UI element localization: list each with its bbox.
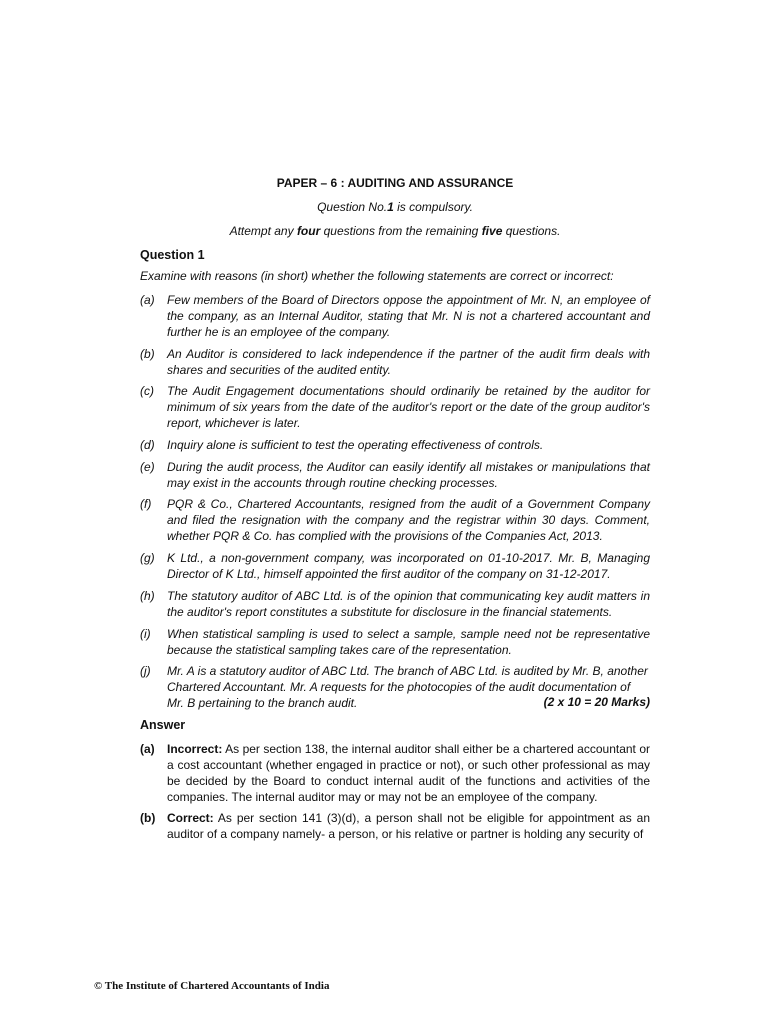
item-text: Incorrect: As per section 138, the internal auditor shall either be a chartered accountant or a cost accountant (whether engaged in practice or not), or such other professional as may be decided by the Board to conduct internal audit of the functions and activities of the companies. The internal auditor may or may not be an employee of the company. <box>167 742 650 804</box>
item-label: (b) <box>140 811 156 825</box>
item-label: (g) <box>140 551 155 565</box>
item-label: (j) <box>140 664 151 678</box>
item-text: K Ltd., a non-government company, was incorporated on 01-10-2017. Mr. B, Managing Director of K Ltd., himself appointed the first auditor of the company on 31-12-2017. <box>167 551 650 581</box>
item-text: PQR & Co., Chartered Accountants, resigned from the audit of a Government Company and filed the resignation with the company and the registrar within 30 days. Comment, whether PQR & Co. has complied with the provisions of the Companies Act, 2013. <box>167 497 650 543</box>
item-label: (f) <box>140 497 152 511</box>
answer-heading: Answer <box>140 718 186 732</box>
verdict-keyword: Incorrect: <box>167 742 223 756</box>
question-heading: Question 1 <box>140 248 205 262</box>
paper-title: PAPER – 6 : AUDITING AND ASSURANCE <box>276 176 514 190</box>
item-text: Correct: As per section 141 (3)(d), a person shall not be eligible for appointment as an auditor of a company namely- a person, or his relative or partner is holding any security of <box>167 811 650 841</box>
verdict-keyword: Correct: <box>167 811 214 825</box>
document-page: PAPER – 6 : AUDITING AND ASSURANCE Question No.1 is compulsory. Attempt any four questions from the remaining five questions. Question 1 Examine with reasons (in short) whether the following statements are correct or incorrect: (a) Few members of the Board of Directors oppose the appointment of Mr. N, an employee of the company, as an Internal Auditor, stating that Mr. N is not a chartered accountant and further he is an employee of the company. (b) An Auditor is considered to lack independence if the partner of the audit firm deals with shares and securities of the audited entity. (c) The Audit Engagement documentations should ordinarily be retained by the auditor for minimum of six years from the date of the auditor's report or the date of the group auditor's report, whichever is later. (d) Inquiry alone is sufficient to test the operating effectiveness of controls. (e) During the audit process, the Auditor can easily identify all mistakes or manipulations that may exist in the accounts through routine checking processes. (f) PQR & Co., Chartered Accountants, resigned from the audit of a Government Company and filed the resignation with the company and the registrar within 30 days. Comment, whether PQR & Co. has complied with the provisions of the Companies Act, 2013. (g) K Ltd., a non-government company, was incorporated on 01-10-2017. Mr. B, Managing Director of K Ltd., himself appointed the first auditor of the company on 31-12-2017. (h) The statutory auditor of ABC Ltd. is of the opinion that communicating key audit matters in the auditor's report constitutes a substitute for disclosure in the financial statements. (i) When statistical sampling is used to select a sample, sample need not be representative because the statistical sampling takes care of the representation. (j) Mr. A is a statutory auditor of ABC Ltd. The branch of ABC Ltd. is audited by Mr. B, another Chartered Accountant. Mr. A requests for the photocopies of the audit documentation of Mr. B pertaining to the branch audit. (2 x 10 = 20 Marks) Answer (a) Incorrect: As per section 138, the internal auditor shall either be a chartered accountant or a cost accountant (whether engaged in practice or not), or such other professional as may be decided by the Board to conduct internal audit of the functions and activities of the companies. The internal auditor may or may not be an employee of the company. (b) Correct: As per section 141 (3)(d), a person shall not be eligible for appointment as an auditor of a company namely- a person, or his relative or partner is holding any security of © The Institute of Chartered Accountants of India <box>94 176 650 992</box>
compulsory-note: Question No.1 is compulsory. <box>317 200 473 214</box>
item-text: When statistical sampling is used to select a sample, sample need not be representative because the statistical sampling takes care of the representation. <box>167 627 650 657</box>
item-text: The Audit Engagement documentations should ordinarily be retained by the auditor for minimum of six years from the date of the auditor's report or the date of the group auditor's report, whichever is later. <box>167 384 650 430</box>
item-label: (b) <box>140 347 155 361</box>
item-label: (a) <box>140 293 155 307</box>
item-text: The statutory auditor of ABC Ltd. is of the opinion that communicating key audit matters in the auditor's report constitutes a substitute for disclosure in the financial statements. <box>167 589 650 619</box>
item-label: (i) <box>140 627 151 641</box>
item-label: (a) <box>140 742 155 756</box>
item-label: (h) <box>140 589 155 603</box>
item-label: (e) <box>140 460 155 474</box>
copyright-footer: © The Institute of Chartered Accountants of India <box>94 980 330 992</box>
item-text: Inquiry alone is sufficient to test the operating effectiveness of controls. <box>167 438 544 452</box>
item-text: During the audit process, the Auditor can easily identify all mistakes or manipulations that may exist in the accounts through routine checking processes. <box>167 460 650 490</box>
item-label: (c) <box>140 384 154 398</box>
item-text: Few members of the Board of Directors oppose the appointment of Mr. N, an employee of the company, as an Internal Auditor, stating that Mr. N is not a chartered accountant and further he is an employee of the company. <box>167 293 650 339</box>
attempt-note: Attempt any four questions from the remaining five questions. <box>229 224 561 238</box>
item-text: An Auditor is considered to lack independence if the partner of the audit firm deals with shares and securities of the audited entity. <box>167 347 650 377</box>
item-text: Mr. A is a statutory auditor of ABC Ltd. The branch of ABC Ltd. is audited by Mr. B, another Chartered Accountant. Mr. A requests for the photocopies of the audit documentation of Mr. B pertaining to the branch audit. <box>167 664 648 710</box>
question-intro: Examine with reasons (in short) whether the following statements are correct or incorrect: <box>140 269 614 283</box>
item-label: (d) <box>140 438 155 452</box>
